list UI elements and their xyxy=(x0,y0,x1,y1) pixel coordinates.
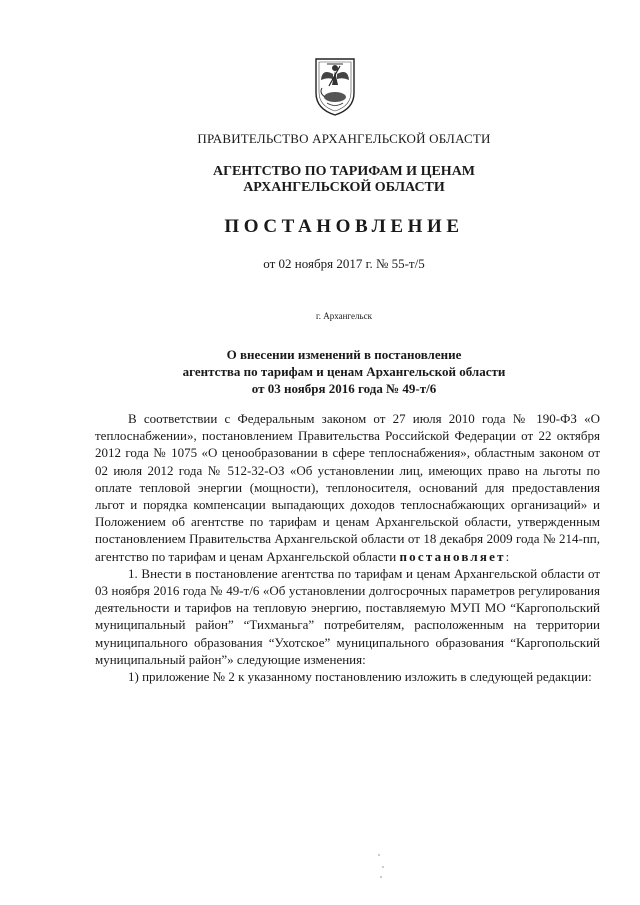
scan-speck xyxy=(382,866,384,868)
resolves-colon: : xyxy=(505,548,510,564)
resolves-keyword: постановляет xyxy=(399,548,506,564)
scan-speck xyxy=(378,854,380,856)
agency-name-line-2: АРХАНГЕЛЬСКОЙ ОБЛАСТИ xyxy=(243,180,445,195)
preamble-paragraph xyxy=(95,410,600,565)
decree-subject xyxy=(0,346,640,397)
decree-date-number: от 02 ноября 2017 г. № 55-т/5 xyxy=(263,256,425,271)
preamble-text: В соответствии с Федеральным законом от 27 июля 2010 года № 190-ФЗ «О теплоснабжении», постановлением Правительства Российской Федерации от 22 октября 2012 года № 1075 «О ценообразовании в сфере теплоснабжения», областным законом от 02 июля 2012 года № 512-32-ОЗ «Об установлении лиц, имеющих право на льготы по оплате тепловой энергии (мощности), теплоносителя, оснований для предоставления льгот и порядка компенсации выпадающих доходов теплоснабжающих организаций» и Положением об агентстве по тарифам и ценам Архангельской области, утвержденным постановлением Правительства Архангельской области от 18 декабря 2009 года № 214-пп, агентство по тарифам и ценам Архангельской области xyxy=(95,411,600,564)
agency-name-line-1: АГЕНТСТВО ПО ТАРИФАМ И ЦЕНАМ xyxy=(212,164,476,179)
decree-subject-line-1: О внесении изменений в постановление xyxy=(226,347,462,362)
government-name: ПРАВИТЕЛЬСТВО АРХАНГЕЛЬСКОЙ ОБЛАСТИ xyxy=(197,131,491,146)
agency-name xyxy=(0,164,640,196)
item-1-paragraph: 1. Внести в постановление агентства по тарифам и ценам Архангельской области от 03 ноября 2016 года № 49-т/6 «Об установлении долгосрочных параметров регулирования деятельности и тарифов на тепловую энергию, поставляемую МУП МО “Каргопольский муниципальный район” “Тихманьга” потребителям, расположенным на территории муниципального образования “Ухотское” муниципального образования “Каргопольский муниципальный район”» следующие изменения: xyxy=(95,565,600,667)
decree-body xyxy=(95,410,600,685)
scan-speck xyxy=(380,876,382,878)
item-1-1-paragraph: 1) приложение № 2 к указанному постановлению изложить в следующей редакции: xyxy=(128,669,592,685)
arkhangelsk-coat-of-arms-icon xyxy=(313,55,357,117)
decree-subject-line-3: от 03 ноября 2016 года № 49-т/6 xyxy=(251,381,437,396)
document-type-title: ПОСТАНОВЛЕНИЕ xyxy=(224,216,464,237)
decree-subject-line-2: агентства по тарифам и ценам Архангельской области xyxy=(182,364,506,379)
city-name: г. Архангельск xyxy=(316,311,372,321)
